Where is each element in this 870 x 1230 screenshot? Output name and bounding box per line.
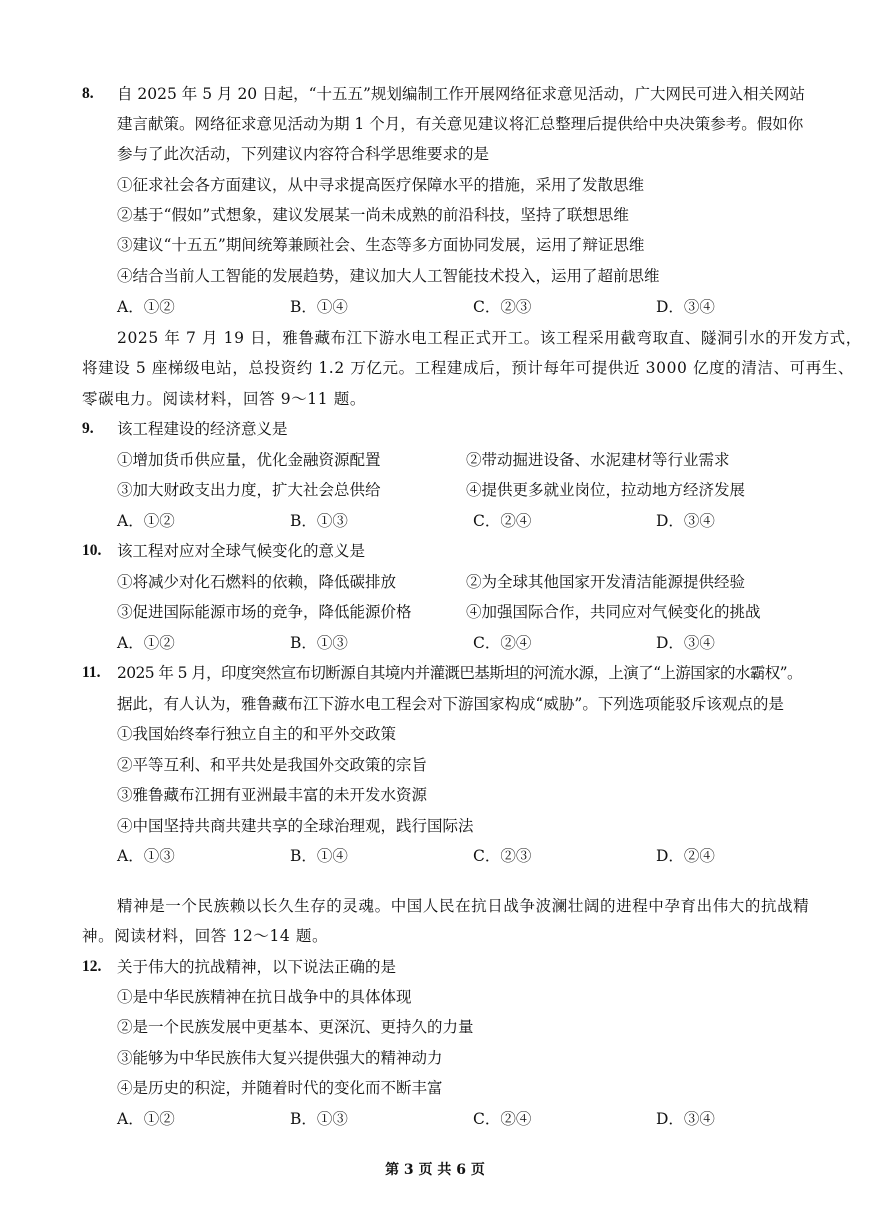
question-8-option-d: D．③④ <box>656 298 715 316</box>
question-12-item-2: ②是一个民族发展中更基本、更深沉、更持久的力量 <box>117 1018 474 1036</box>
question-10-stem: 该工程对应对全球气候变化的意义是 <box>117 542 366 560</box>
question-11-item-2: ②平等互利、和平共处是我国外交政策的宗旨 <box>117 756 428 774</box>
question-8-option-b: B．①④ <box>290 298 348 316</box>
material-1-line-1: 2025 年 7 月 19 日，雅鲁藏布江下游水电工程正式开工。该工程采用截弯取直、隧洞引水的开发方式， <box>117 329 862 347</box>
question-11-option-a: A．①③ <box>117 847 175 865</box>
question-11-stem-line-2: 据此，有人认为，雅鲁藏布江下游水电工程会对下游国家构成“威胁”。下列选项能驳斥该观点的是 <box>117 695 784 713</box>
question-8-item-1: ①征求社会各方面建议，从中寻求提高医疗保障水平的措施，采用了发散思维 <box>117 176 645 194</box>
question-11-option-b: B．①④ <box>290 847 348 865</box>
question-8-option-a: A．①② <box>117 298 175 316</box>
question-12-option-d: D．③④ <box>656 1110 715 1128</box>
question-10-option-d: D．③④ <box>656 634 715 652</box>
question-8-item-3: ③建议“十五五”期间统筹兼顾社会、生态等多方面协同发展，运用了辩证思维 <box>117 236 645 254</box>
question-8-stem-line-3: 参与了此次活动，下列建议内容符合科学思维要求的是 <box>117 145 490 163</box>
material-2-line-2: 神。阅读材料，回答 12～14 题。 <box>82 927 329 945</box>
question-9-option-a: A．①② <box>117 512 175 530</box>
question-11-item-1: ①我国始终奉行独立自主的和平外交政策 <box>117 725 397 743</box>
question-12-option-a: A．①② <box>117 1110 175 1128</box>
question-8-item-2: ②基于“假如”式想象，建议发展某一尚未成熟的前沿科技，坚持了联想思维 <box>117 206 629 224</box>
material-1-line-3: 零碳电力。阅读材料，回答 9～11 题。 <box>82 390 366 408</box>
question-9-option-b: B．①③ <box>290 512 348 530</box>
question-10-option-a: A．①② <box>117 634 175 652</box>
question-9-option-c: C．②④ <box>473 512 532 530</box>
material-1-line-2: 将建设 5 座梯级电站，总投资约 1.2 万亿元。工程建成后，预计每年可提供近 3000 亿度的清洁、可再生、 <box>82 359 855 377</box>
question-11-stem-line-1: 2025 年 5 月，印度突然宣布切断源自其境内并灌溉巴基斯坦的河流水源，上演了“上游国家的水霸权”。 <box>117 664 802 682</box>
question-12-item-1: ①是中华民族精神在抗日战争中的具体体现 <box>117 988 412 1006</box>
question-10-item-3: ③促进国际能源市场的竞争，降低能源价格 <box>117 603 412 621</box>
question-10-item-2: ②为全球其他国家开发清洁能源提供经验 <box>466 573 746 591</box>
question-9-item-4: ④提供更多就业岗位，拉动地方经济发展 <box>466 481 746 499</box>
question-8-stem-line-1: 自 2025 年 5 月 20 日起，“十五五”规划编制工作开展网络征求意见活动，广大网民可进入相关网站 <box>117 85 805 103</box>
question-11-item-3: ③雅鲁藏布江拥有亚洲最丰富的未开发水资源 <box>117 786 428 804</box>
question-9-number: 9. <box>82 420 94 437</box>
question-8-item-4: ④结合当前人工智能的发展趋势，建议加大人工智能技术投入，运用了超前思维 <box>117 267 660 285</box>
material-2-line-1: 精神是一个民族赖以长久生存的灵魂。中国人民在抗日战争波澜壮阔的进程中孕育出伟大的抗战精 <box>117 897 810 915</box>
question-11-option-d: D．②④ <box>656 847 715 865</box>
question-9-item-1: ①增加货币供应量，优化金融资源配置 <box>117 451 381 469</box>
question-8-option-c: C．②③ <box>473 298 532 316</box>
question-10-number: 10. <box>82 542 102 559</box>
question-12-item-3: ③能够为中华民族伟大复兴提供强大的精神动力 <box>117 1049 443 1067</box>
question-11-option-c: C．②③ <box>473 847 532 865</box>
question-10-option-c: C．②④ <box>473 634 532 652</box>
page-number-footer: 第 3 页 共 6 页 <box>385 1162 485 1178</box>
question-12-stem: 关于伟大的抗战精神，以下说法正确的是 <box>117 958 397 976</box>
question-10-item-4: ④加强国际合作，共同应对气候变化的挑战 <box>466 603 761 621</box>
question-9-item-3: ③加大财政支出力度，扩大社会总供给 <box>117 481 381 499</box>
question-12-option-c: C．②④ <box>473 1110 532 1128</box>
question-12-option-b: B．①③ <box>290 1110 348 1128</box>
question-10-item-1: ①将减少对化石燃料的依赖，降低碳排放 <box>117 573 397 591</box>
question-8-number: 8. <box>82 85 94 102</box>
question-9-item-2: ②带动掘进设备、水泥建材等行业需求 <box>466 451 730 469</box>
question-9-stem: 该工程建设的经济意义是 <box>117 420 288 438</box>
question-12-number: 12. <box>82 958 102 975</box>
question-11-item-4: ④中国坚持共商共建共享的全球治理观，践行国际法 <box>117 817 474 835</box>
question-8-stem-line-2: 建言献策。网络征求意见活动为期 1 个月，有关意见建议将汇总整理后提供给中央决策参考。假如你 <box>117 115 804 133</box>
question-10-option-b: B．①③ <box>290 634 348 652</box>
question-9-option-d: D．③④ <box>656 512 715 530</box>
question-12-item-4: ④是历史的积淀，并随着时代的变化而不断丰富 <box>117 1079 443 1097</box>
question-11-number: 11. <box>82 664 101 681</box>
